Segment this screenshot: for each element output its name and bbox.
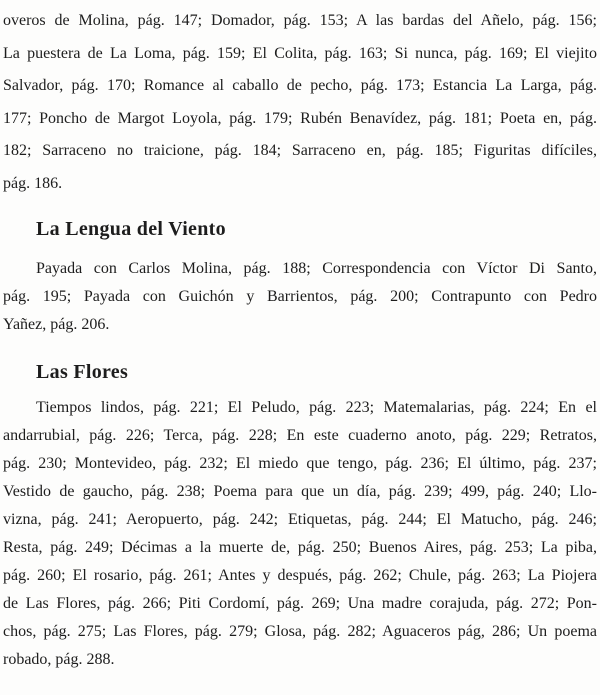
toc-paragraph-la-lengua-del-viento bbox=[3, 255, 597, 339]
toc-line: overos de Molina, pág. 147; Domador, pág. 153; A las bardas del Añelo, pág. 156; bbox=[3, 12, 597, 29]
toc-line: pág. 230; Montevideo, pág. 232; El miedo que tengo, pág. 236; El último, pág. 237; bbox=[3, 455, 597, 472]
toc-paragraph-continuation bbox=[3, 5, 597, 200]
toc-line: de Las Flores, pág. 266; Piti Cordomí, pág. 269; Una madre corajuda, pág. 272; Pon- bbox=[3, 595, 597, 612]
toc-line: pág. 195; Payada con Guichón y Barrientos, pág. 200; Contrapunto con Pedro bbox=[3, 288, 597, 305]
toc-line: pág. 260; El rosario, pág. 261; Antes y después, pág. 262; Chule, pág. 263; La Piojera bbox=[3, 567, 597, 584]
toc-line: Tiempos lindos, pág. 221; El Peludo, pág. 223; Matemalarias, pág. 224; En el bbox=[36, 399, 597, 416]
toc-line: Yañez, pág. 206. bbox=[3, 316, 110, 333]
section-heading-las-flores: Las Flores bbox=[36, 361, 129, 383]
toc-line: pág. 186. bbox=[3, 174, 63, 192]
toc-line: robado, pág. 288. bbox=[3, 651, 115, 668]
toc-line: chos, pág. 275; Las Flores, pág. 279; Glosa, pág. 282; Aguaceros pág, 286; Un poema bbox=[3, 623, 597, 640]
toc-line: Resta, pág. 249; Décimas a la muerte de, pág. 250; Buenos Aires, pág. 253; La piba, bbox=[3, 539, 597, 556]
toc-line: La puestera de La Loma, pág. 159; El Colita, pág. 163; Si nunca, pág. 169; El viejito bbox=[3, 44, 597, 62]
toc-line: Salvador, pág. 170; Romance al caballo de pecho, pág. 173; Estancia La Larga, pág. bbox=[3, 77, 597, 94]
toc-line: andarrubial, pág. 226; Terca, pág. 228; En este cuaderno anoto, pág. 229; Retratos, bbox=[3, 427, 597, 444]
toc-line: Vestido de gaucho, pág. 238; Poema para que un día, pág. 239; 499, pág. 240; Llo- bbox=[3, 483, 597, 500]
toc-paragraph-las-flores bbox=[3, 394, 597, 674]
toc-line: 177; Poncho de Margot Loyola, pág. 179; Rubén Benavídez, pág. 181; Poeta en, pág. bbox=[3, 109, 597, 127]
toc-line: vizna, pág. 241; Aeropuerto, pág. 242; Etiquetas, pág. 244; El Matucho, pág. 246; bbox=[3, 511, 597, 528]
toc-line: 182; Sarraceno no traicione, pág. 184; Sarraceno en, pág. 185; Figuritas difíciles, bbox=[3, 142, 597, 159]
section-heading-la-lengua-del-viento: La Lengua del Viento bbox=[36, 218, 226, 240]
toc-line: Payada con Carlos Molina, pág. 188; Correspondencia con Víctor Di Santo, bbox=[36, 260, 597, 277]
